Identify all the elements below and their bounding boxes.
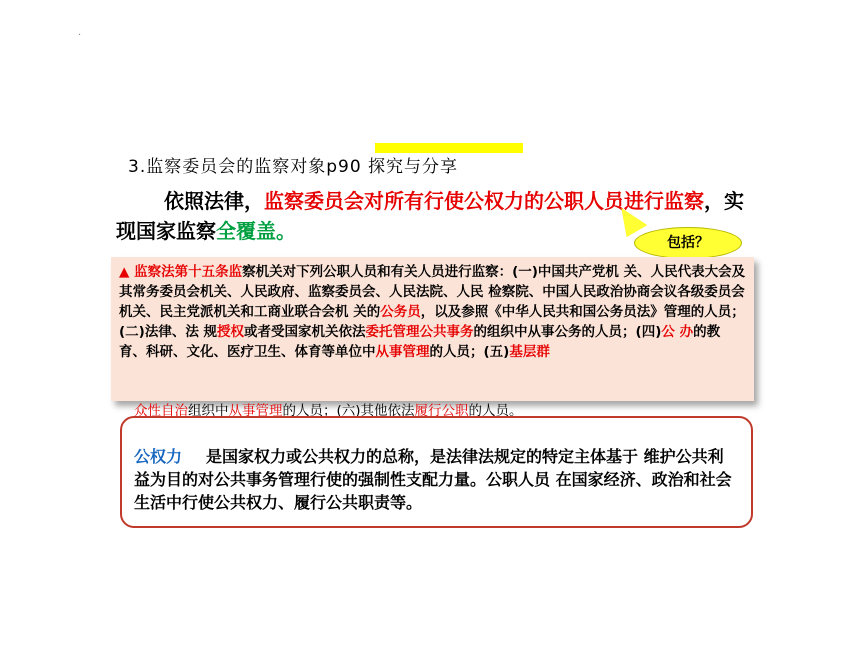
- law-tail-red-2: 从事管理: [228, 403, 283, 419]
- law-body-3: 或者受国家机关依法: [244, 324, 366, 340]
- law-red-5: 从事管理: [375, 344, 430, 360]
- law-body-6: 的人员；(五): [429, 344, 510, 360]
- law-body-1: 察机关对下列公职人员和有关人员进行监察：(一)中国共产党机 关、人民代表大会及其常务委员会机关、人民政府、监察委员会、人民法院、人民 检察院、中国人民政治协商会议各级委员会机关、民主党派机关和工商业联合会机 关的: [119, 264, 746, 320]
- law-text-box: [111, 257, 754, 401]
- law-red-3: 委托管理公共事务: [365, 324, 474, 340]
- law-body-4: 的组织中从事公务的人员；(四): [473, 324, 662, 340]
- law-red-2: 授权: [217, 324, 245, 340]
- law-tail-red-1: 众性自治: [134, 403, 188, 419]
- intro-lead: 依照法律，: [164, 189, 264, 213]
- decorative-dot: ·: [78, 30, 82, 41]
- law-tail-body-3: 的人员。: [468, 403, 523, 419]
- section-heading: 3.监察委员会的监察对象p90 探究与分享: [128, 157, 459, 177]
- law-red-1: 公务员: [380, 304, 421, 320]
- intro-red: 监察委员会对所有行使公权力的公职人员进行监察: [264, 189, 704, 213]
- intro-mid: ，实现国家监察: [116, 189, 744, 243]
- law-tail-body-1: 组织中: [188, 403, 229, 419]
- law-title: ▲ 监察法第十五条监: [119, 264, 243, 280]
- law-tail-body-2: 的人员；(六)其他依法: [282, 403, 415, 419]
- callout-bubble: 包括？: [634, 227, 742, 259]
- definition-term: 公权力: [134, 447, 183, 466]
- intro-green: 全覆盖。: [216, 219, 296, 243]
- definition-text: [134, 445, 734, 514]
- law-body-2: ，以及参照《中华人民共和国公务员法》管理的人员；(二)法律、法 规: [119, 304, 745, 340]
- law-body-5: 的教育、科研、文化、医疗卫生、体育等单位中: [119, 324, 721, 360]
- law-tail-red-3: 履行公职: [414, 403, 469, 419]
- law-red-4: 公 办: [661, 324, 694, 340]
- definition-body: 是国家权力或公共权力的总称，是法律法规定的特定主体基于 维护公共利益为目的对公共事务管理行使的强制性支配力量。公职人员 在国家经济、政治和社会生活中行使公共权力、履行公共职责等。: [134, 447, 732, 512]
- law-red-6: 基层群: [509, 344, 550, 360]
